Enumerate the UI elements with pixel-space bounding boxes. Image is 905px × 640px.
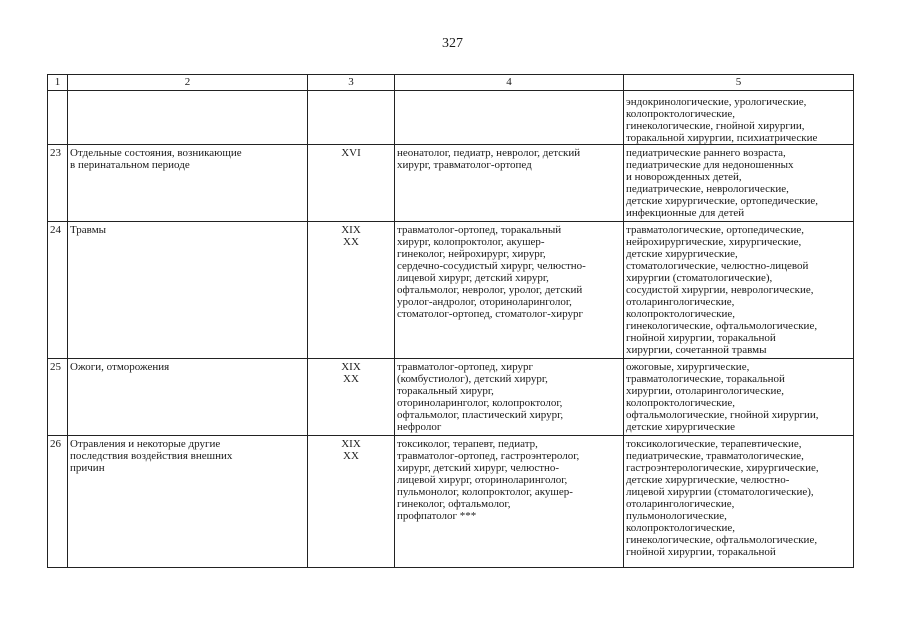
text-line: XX: [343, 450, 359, 462]
table-header-row: [48, 75, 854, 91]
class-cell: [308, 436, 395, 568]
text-line: колопроктологические,: [626, 108, 736, 120]
text-line: Травмы: [70, 224, 107, 236]
text-line: офтальмолог, невролог, уролог, детский: [397, 284, 583, 296]
text-line: пульмонологические,: [626, 510, 727, 522]
text-line: (комбустиолог), детский хирург,: [397, 373, 548, 385]
text-line: сосудистой хирургии, неврологические,: [626, 284, 814, 296]
text-line: травматолог-ортопед, торакальный: [397, 224, 562, 236]
header-col-3: 3: [308, 75, 395, 91]
specialists-cell: [395, 359, 624, 436]
text-line: токсикологические, терапевтические,: [626, 438, 802, 450]
text-line: хирург, травматолог-ортопед: [397, 159, 532, 171]
table-row: [48, 222, 854, 359]
text-line: гнойной хирургии, торакальной: [626, 332, 776, 344]
header-col-5: 5: [624, 75, 854, 91]
condition-cell: [68, 145, 308, 222]
text-line: колопроктологические,: [626, 522, 736, 534]
text-line: гинеколог, нейрохирург, хирург,: [397, 248, 546, 260]
text-line: XIX: [341, 224, 361, 236]
text-line: ожоговые, хирургические,: [626, 361, 750, 373]
text-line: инфекционные для детей: [626, 207, 745, 219]
text-line: лицевой хирургии (стоматологические),: [626, 486, 814, 498]
row-number: 23: [48, 145, 68, 222]
text-line: гинеколог, офтальмолог,: [397, 498, 511, 510]
text-line: нефролог: [397, 421, 442, 433]
profiles-cell: [624, 145, 854, 222]
text-line: травматологические, ортопедические,: [626, 224, 804, 236]
table-row-continuation: [48, 91, 854, 145]
text-line: педиатрические, травматологические,: [626, 450, 804, 462]
text-line: XVI: [341, 147, 361, 159]
specialists-cell: [395, 145, 624, 222]
text-line: хирург, колопроктолог, акушер-: [397, 236, 545, 248]
text-line: стоматолог-ортопед, стоматолог-хирург: [397, 308, 583, 320]
text-line: профпатолог ***: [397, 510, 477, 522]
cell-empty: [308, 91, 395, 145]
text-line: детские хирургические, ортопедические,: [626, 195, 819, 207]
cell-empty: [68, 91, 308, 145]
text-line: гнойной хирургии, торакальной: [626, 546, 776, 558]
text-line: педиатрические, неврологические,: [626, 183, 789, 195]
text-line: лицевой хирург, детский хирург,: [397, 272, 549, 284]
text-line: хирургии, отоларингологические,: [626, 385, 784, 397]
text-line: XIX: [341, 438, 361, 450]
text-line: гинекологические, офтальмологические,: [626, 534, 818, 546]
class-cell: [308, 145, 395, 222]
text-line: гинекологические, офтальмологические,: [626, 320, 818, 332]
text-line: отоларингологические,: [626, 296, 735, 308]
condition-cell: [68, 359, 308, 436]
specialists-cell: [395, 222, 624, 359]
text-line: гинекологические, гнойной хирургии,: [626, 120, 805, 132]
text-line: колопроктологические,: [626, 397, 736, 409]
page-number: 327: [442, 36, 463, 51]
text-line: педиатрические раннего возраста,: [626, 147, 786, 159]
text-line: лицевой хирург, оториноларинголог,: [397, 474, 568, 486]
text-line: Ожоги, отморожения: [70, 361, 170, 373]
condition-cell: [68, 436, 308, 568]
text-line: травматолог-ортопед, хирург: [397, 361, 533, 373]
text-line: отоларингологические,: [626, 498, 735, 510]
text-line: хирург, детский хирург, челюстно-: [397, 462, 560, 474]
profiles-cell: [624, 91, 854, 145]
text-line: в перинатальном периоде: [70, 159, 190, 171]
text-line: хирургии (стоматологические),: [626, 272, 773, 284]
text-line: стоматологические, челюстно-лицевой: [626, 260, 809, 272]
cell-empty: [395, 91, 624, 145]
text-line: сердечно-сосудистый хирург, челюстно-: [397, 260, 586, 272]
text-line: офтальмологические, гнойной хирургии,: [626, 409, 819, 421]
row-number: 25: [48, 359, 68, 436]
text-line: токсиколог, терапевт, педиатр,: [397, 438, 538, 450]
table-row: [48, 145, 854, 222]
header-col-2: 2: [68, 75, 308, 91]
table-row: [48, 359, 854, 436]
profiles-cell: [624, 222, 854, 359]
class-cell: [308, 359, 395, 436]
text-line: травматологические, торакальной: [626, 373, 785, 385]
text-line: и новорожденных детей,: [626, 171, 742, 183]
row-number: 24: [48, 222, 68, 359]
text-line: детские хирургические, челюстно-: [626, 474, 790, 486]
text-line: торакальной хирургии, психиатрические: [626, 132, 818, 144]
text-line: уролог-андролог, оториноларинголог,: [397, 296, 572, 308]
text-line: детские хирургические: [626, 421, 735, 433]
text-line: XIX: [341, 361, 361, 373]
text-line: офтальмолог, пластический хирург,: [397, 409, 564, 421]
text-line: гастроэнтерологические, хирургические,: [626, 462, 819, 474]
text-line: Отравления и некоторые другие: [70, 438, 221, 450]
text-line: нейрохирургические, хирургические,: [626, 236, 802, 248]
class-cell: [308, 222, 395, 359]
text-line: XX: [343, 373, 359, 385]
text-line: торакальный хирург,: [397, 385, 494, 397]
text-line: Отдельные состояния, возникающие: [70, 147, 242, 159]
header-col-1: 1: [48, 75, 68, 91]
text-line: оториноларинголог, колопроктолог,: [397, 397, 563, 409]
text-line: хирургии, сочетанной травмы: [626, 344, 767, 356]
text-line: эндокринологические, урологические,: [626, 96, 807, 108]
text-line: педиатрические для недоношенных: [626, 159, 794, 171]
profiles-cell: [624, 436, 854, 568]
text-line: колопроктологические,: [626, 308, 736, 320]
text-line: последствия воздействия внешних: [70, 450, 233, 462]
condition-cell: [68, 222, 308, 359]
specialists-cell: [395, 436, 624, 568]
text-line: XX: [343, 236, 359, 248]
text-line: травматолог-ортопед, гастроэнтеролог,: [397, 450, 580, 462]
text-line: причин: [70, 462, 105, 474]
table-row: [48, 436, 854, 568]
text-line: неонатолог, педиатр, невролог, детский: [397, 147, 581, 159]
row-number: 26: [48, 436, 68, 568]
cell-empty: [48, 91, 68, 145]
document-table: [47, 74, 854, 568]
header-col-4: 4: [395, 75, 624, 91]
text-line: детские хирургические,: [626, 248, 738, 260]
profiles-cell: [624, 359, 854, 436]
text-line: пульмонолог, колопроктолог, акушер-: [397, 486, 573, 498]
